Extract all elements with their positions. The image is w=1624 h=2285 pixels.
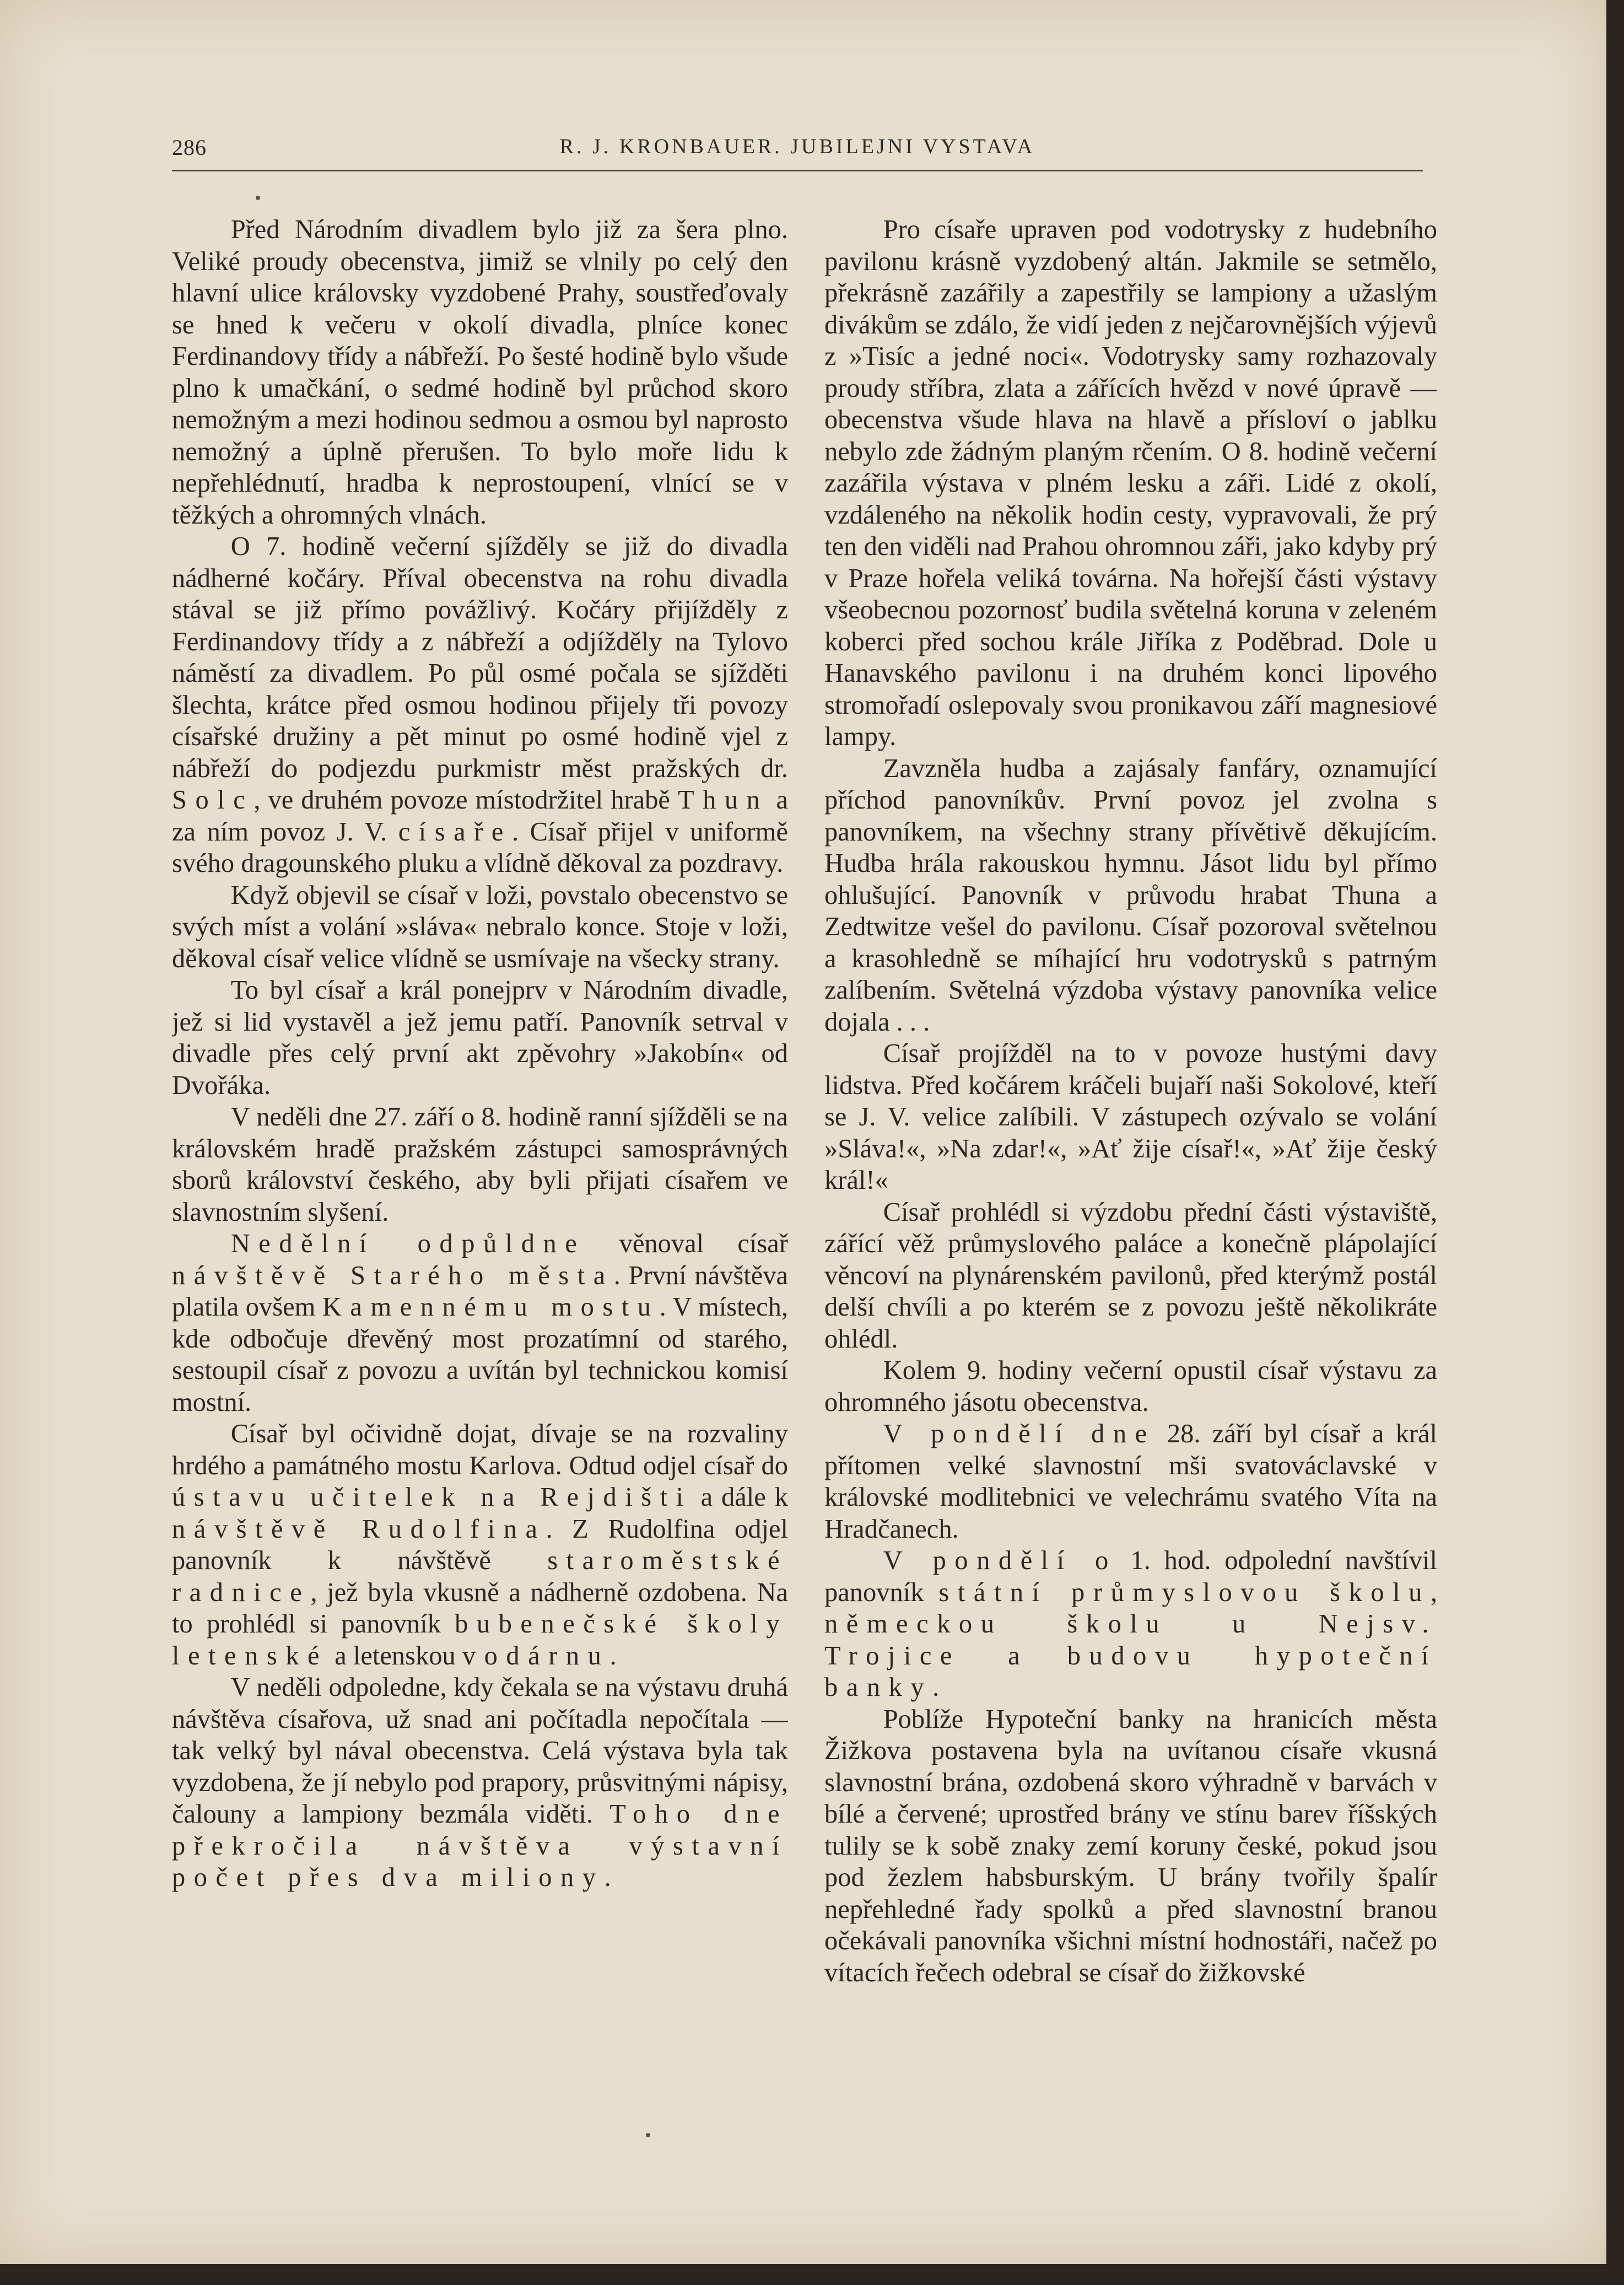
spaced-emphasis: V pondělí dne [883,1419,1156,1448]
header-rule [172,170,1423,171]
paragraph: O 7. hodině večerní sjížděly se již do divadla nádherné kočáry. Příval obecenstva na rohu divadla stával se již přímo povážlivý. Kočáry přijížděly z Ferdinandovy třídy a z nábřeží a odjížděly na Tylovo náměstí za divadlem. Po půl osmé počala se sjížděti šlechta, krátce před osmou hodinou přijely tři povozy císařské družiny a pět minut po osmé hodině vjel z nábřeží do podjezdu purkmistr měst pražských dr. Solc, ve druhém povoze místodržitel hrabě Thun a za ním povoz J. V. císaře. Císař přijel v uniformě svého dragounského pluku a vlídně děkoval za pozdravy. [172,532,788,878]
spaced-emphasis: německou školu u Nejsv. Trojice [824,1609,1437,1670]
paragraph: Císař byl očividně dojat, dívaje se na rozvaliny hrdého a památného mostu Karlova. Odtud odjel císař do ústavu učitelek na Rejdišti a dále k návštěvě Rudolfina. Z Rudolfina odjel panovník k návštěvě staroměstské radnice, jež byla vkusně a nádherně ozdobena. Na to prohlédl si panovník bubenečské školy letenské a letenskou vodárnu. [172,1419,788,1670]
page-number: 286 [172,135,207,160]
spaced-emphasis: císaře [398,817,512,847]
paragraph: Když objevil se císař v loži, povstalo obecenstvo se svých míst a volání »sláva« nebralo konce. Stoje v loži, děkoval císař velice vlídně se usmívaje na všecky strany. [172,880,788,973]
page-header [172,134,1423,168]
ink-speck [256,196,260,200]
running-title: R. J. KRONBAUER. JUBILEJNI VYSTAVA [559,135,1035,158]
scan-edge-bottom [0,2264,1624,2285]
right-column [824,214,1437,2099]
spaced-emphasis: Solc [172,785,254,815]
paragraph: V pondělí o 1. hod. odpolední navštívil panovník státní průmyslovou školu, německou školu u Nejsv. Trojice a budovu hypoteční banky. [824,1546,1437,1702]
spaced-emphasis: Toho dne překročila návštěva výstavní počet přes dva miliony [172,1799,788,1892]
paragraph: To byl císař a král ponejprv v Národním divadle, jež si lid vystavěl a jež jemu patří. Panovník setrval v divadle přes celý první akt zpěvohry »Jakobín« od Dvořáka. [172,976,788,1100]
paragraph: Císař projížděl na to v povoze hustými davy lidstva. Před kočárem kráčeli bujaří naši Sokolové, kteří se J. V. velice zalíbili. V zástupech ozývalo se volání »Sláva!«, »Na zdar!«, »Ať žije císař!«, »Ať žije český král!« [824,1039,1437,1195]
spaced-emphasis: státní průmyslovou školu [938,1577,1431,1607]
spaced-emphasis: vodárnu [462,1641,610,1670]
spaced-emphasis: Nedělní odpůldne [230,1229,586,1258]
spaced-emphasis: ústavu učitelek na Rejdišti [172,1483,692,1512]
spaced-emphasis: V pondělí o [883,1546,1117,1575]
paragraph: Zavzněla hudba a zajásaly fanfáry, oznamující příchod panovníkův. První povoz jel zvolna s panovníkem, na všechny strany přívětivě děkujícím. Hudba hrála rakouskou hymnu. Jásot lidu byl přímo ohlušující. Panovník v průvodu hrabat Thuna a Zedtwitze vešel do pavilonu. Císař pozoroval světelnou a krasohledně se míhající hru vodotrysků s patrným zalíbením. Světelná výzdoba výstavy panovníka velice dojala . . . [824,753,1437,1037]
spaced-emphasis: staroměstské radnice [172,1546,788,1607]
spaced-emphasis: bubenečské školy letenské [172,1609,788,1670]
spaced-emphasis: návštěvě Rudolfina [172,1514,546,1544]
paragraph: V neděli odpoledne, kdy čekala se na výstavu druhá návštěva císařova, už snad ani počítadla nepočítala — tak velký byl nával obecenstva. Celá výstava byla tak vyzdobena, že jí nebylo pod prapory, průsvitnými nápisy, čalouny a lampiony bezmála viděti. Toho dne překročila návštěva výstavní počet přes dva miliony. [172,1673,788,1892]
paragraph: Před Národním divadlem bylo již za šera plno. Veliké proudy obecenstva, jimiž se vlnily po celý den hlavní ulice královsky vyzdobené Prahy, soustřeďovaly se hned k večeru v okolí divadla, plníce konec Ferdinandovy třídy a nábřeží. Po šesté hodině bylo všude plno k umačkání, o sedmé hodině byl průchod skoro nemožným a mezi hodinou sedmou a osmou byl naprosto nemožný a úplně přerušen. To bylo moře lidu k nepřehlédnutí, hradba k neprostoupení, vlnící se v těžkých a ohromných vlnách. [172,215,788,530]
spaced-emphasis: návštěvě Starého města [172,1260,614,1290]
scan-edge-right [1606,0,1624,2285]
paragraph: Nedělní odpůldne věnoval císař návštěvě Starého města. První návštěva platila ovšem Kamennému mostu. V místech, kde odbočuje dřevěný most prozatímní od starého, sestoupil císař z povozu a uvítán byl technickou komisí mostní. [172,1229,788,1417]
paragraph: Kolem 9. hodiny večerní opustil císař výstavu za ohromného jásotu obecenstva. [824,1356,1437,1417]
ink-speck [646,2133,650,2137]
spaced-emphasis: Thun [677,785,769,815]
spaced-emphasis: budovu hypoteční banky [824,1641,1437,1702]
left-column [172,214,788,2099]
paragraph: V neděli dne 27. září o 8. hodině ranní sjížděli se na královském hradě pražském zástupci samosprávných sborů království českého, aby byli přijati císařem ve slavnostním slyšení. [172,1102,788,1227]
paragraph: Císař prohlédl si výzdobu přední části výstaviště, zářící věž průmyslového paláce a konečně plápolající věncoví na plynárenském pavilonů, před kterýmž postál delší chvíli a po kterém se z povozu ještě několikráte ohlédl. [824,1197,1437,1354]
paragraph: Poblíže Hypoteční banky na hranicích města Žižkova postavena byla na uvítanou císaře vkusná slavnostní brána, ozdobená skoro výhradně v barvách v bílé a červené; uprostřed brány ve stínu barev říšských tulily se k sobě znaky zemí koruny české, pokud jsou pod žezlem habsburským. U brány tvořily špalír nepřehledné řady spolků a před slavnostní branou očekávali panovníka všichni místní hodnostáři, načež po vítacích řečech odebral se císař do žižkovské [824,1704,1437,1987]
spaced-emphasis: Kamennému mostu [322,1292,660,1322]
paragraph: V pondělí dne 28. září byl císař a král přítomen velké slavnostní mši svatováclavské v královské modlitebnici ve velechrámu svatého Víta na Hradčanech. [824,1419,1437,1544]
paragraph: Pro císaře upraven pod vodotrysky z hudebního pavilonu krásně vyzdobený altán. Jakmile se setmělo, překrásně zazářily a zapestřily se lampiony a užaslým divákům se zdálo, že vidí jeden z nejčarovnějších výjevů z »Tisíc a jedné noci«. Vodotrysky samy rozhazovaly proudy stříbra, zlata a zářících hvězd v nové úpravě — obecenstva všude hlava na hlavě a přísloví o jablku nebylo zde žádným planým rčením. O 8. hodině večerní zazářila výstava v plném lesku a záři. Lidé z okolí, vzdáleného na několik hodin cesty, vypravovali, že prý ten den viděli nad Prahou ohromnou záři, jako kdyby prý v Praze hořela veliká továrna. Na hořejší části výstavy všeobecnou pozornosť budila světelná koruna v zeleném koberci před sochou krále Jiříka z Poděbrad. Dole u Hanavského pavilonu i na druhém konci lipového stromořadí oslepovaly svou pronikavou září magnesiové lampy. [824,215,1437,751]
